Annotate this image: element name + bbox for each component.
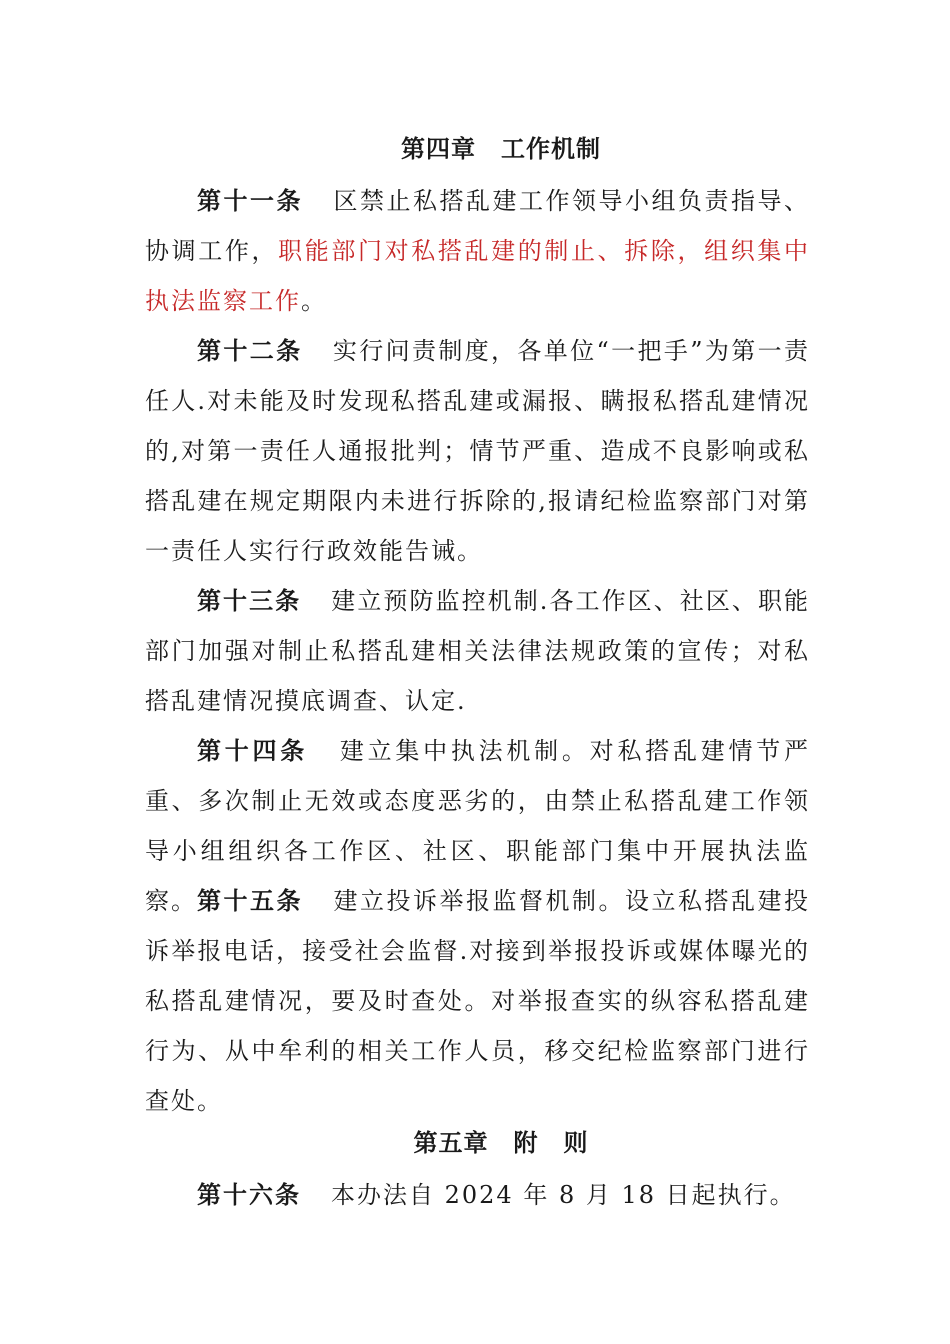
article-13 <box>145 576 810 726</box>
article-12-label: 第十二条 <box>197 336 303 365</box>
article-11 <box>145 176 810 326</box>
article-13-label: 第十三条 <box>197 586 302 615</box>
article-14-label: 第十四条 <box>197 736 309 765</box>
article-11-label: 第十一条 <box>197 186 303 215</box>
article-16 <box>145 1170 810 1220</box>
article-14-text: 建立集中执法机制。对私搭乱建情节严重、多次制止无效或态度恶劣的，由禁止私搭乱建工作领导小组组织各工作区、社区、职能部门集中开展执法监察。 <box>145 737 811 915</box>
article-11-text: 区禁止私搭乱建工作领导小组负责指导、协调工作， <box>145 187 810 265</box>
article-11-tail: 。 <box>301 287 327 315</box>
article-15-text: 建立投诉举报监督机制。设立私搭乱建投诉举报电话，接受社会监督.对接到举报投诉或媒体曝光的私搭乱建情况，要及时查处。对举报查实的纵容私搭乱建行为、从中牟利的相关工作人员，移交纪检监察部门进行查处。 <box>145 887 810 1115</box>
article-13-text: 建立预防监控机制.各工作区、社区、职能部门加强对制止私搭乱建相关法律法规政策的宣传；对私搭乱建情况摸底调查、认定. <box>145 587 811 715</box>
chapter-4-title: 第四章 工作机制 <box>401 134 601 163</box>
chapter-5-title: 第五章 附 则 <box>413 1128 589 1157</box>
article-15-label: 第十五条 <box>197 886 303 915</box>
article-16-label: 第十六条 <box>197 1180 301 1209</box>
article-12-text: 实行问责制度，各单位“一把手”为第一责任人.对未能及时发现私搭乱建或漏报、瞒报私搭乱建情况的,对第一责任人通报批判；情节严重、造成不良影响或私搭乱建在规定期限内未进行拆除的,报请纪检监察部门对第一责任人实行行政效能告诫。 <box>145 337 811 565</box>
article-16-text: 本办法自 2024 年 8 月 18 日起执行。 <box>331 1181 796 1209</box>
article-15 <box>145 876 810 1126</box>
article-11-highlight: 职能部门对私搭乱建的制止、拆除，组织集中执法监察工作 <box>145 237 810 315</box>
article-12 <box>145 326 810 576</box>
